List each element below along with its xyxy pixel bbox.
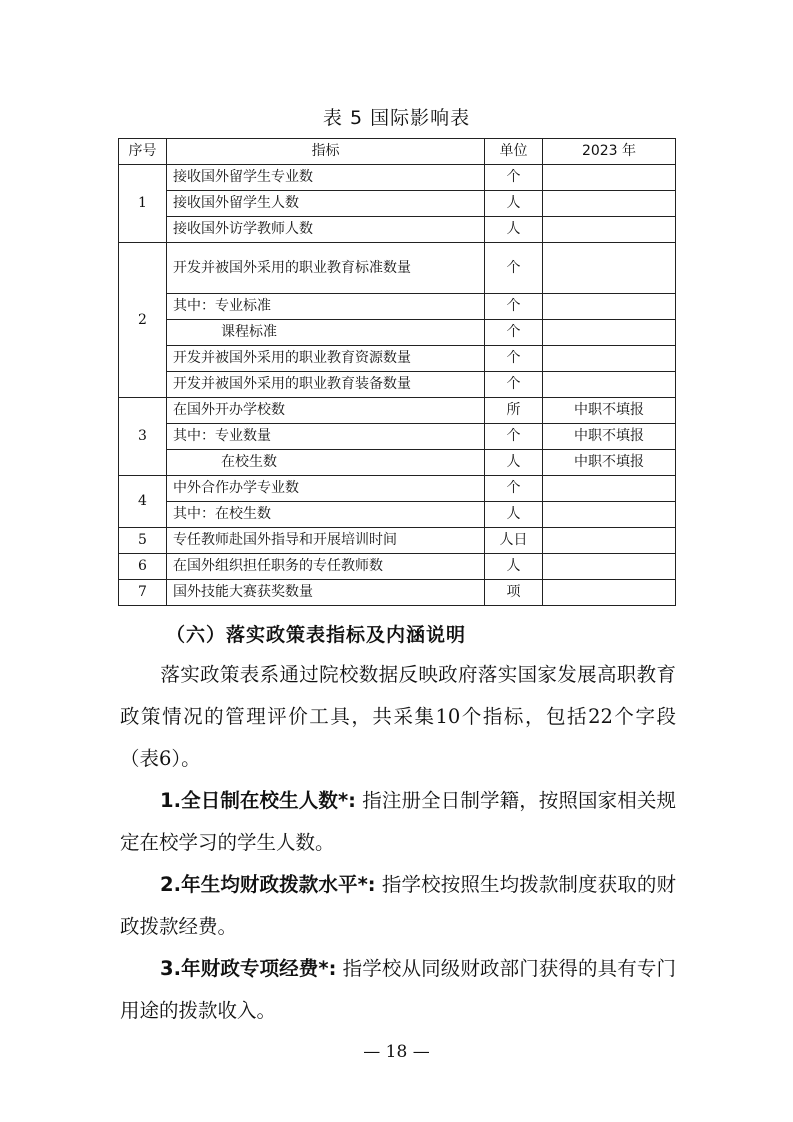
row-number: 1 xyxy=(119,165,167,243)
row-number: 7 xyxy=(119,580,167,606)
indicator-cell: 在国外组织担任职务的专任教师数 xyxy=(167,554,485,580)
table-row xyxy=(119,372,676,398)
value-cell xyxy=(543,294,676,320)
indicator-cell: 接收国外访学教师人数 xyxy=(167,217,485,243)
table-row xyxy=(119,580,676,606)
section-heading: （六）落实政策表指标及内涵说明 xyxy=(166,624,467,646)
definition-term: 2.年生均财政拨款水平*: xyxy=(160,873,376,896)
indicator-cell: 开发并被国外采用的职业教育资源数量 xyxy=(167,346,485,372)
international-influence-table xyxy=(118,138,676,606)
indicator-cell: 接收国外留学生专业数 xyxy=(167,165,485,191)
indicator-cell: 专任教师赴国外指导和开展培训时间 xyxy=(167,528,485,554)
value-cell xyxy=(543,346,676,372)
definition-text: 指学校按照生均拨款制度获取的财政拨款经费。 xyxy=(120,873,676,938)
table-row xyxy=(119,346,676,372)
definition-text: 指学校从同级财政部门获得的具有专门用途的拨款收入。 xyxy=(120,957,676,1022)
definition-text: 指注册全日制学籍，按照国家相关规定在校学习的学生人数。 xyxy=(120,789,676,854)
unit-cell: 个 xyxy=(485,165,543,191)
value-cell xyxy=(543,191,676,217)
definition-term: 3.年财政专项经费*: xyxy=(160,957,337,980)
definition-term: 1.全日制在校生人数*: xyxy=(160,789,356,812)
value-cell: 中职不填报 xyxy=(543,398,676,424)
indicator-cell: 中外合作办学专业数 xyxy=(167,476,485,502)
indicator-cell: 其中：专业数量 xyxy=(167,424,485,450)
table-row xyxy=(119,528,676,554)
table-row xyxy=(119,243,676,294)
unit-cell: 项 xyxy=(485,580,543,606)
table-row xyxy=(119,217,676,243)
definition-paragraph xyxy=(120,864,676,948)
value-cell xyxy=(543,476,676,502)
indicator-cell: 在校生数 xyxy=(167,450,485,476)
value-cell xyxy=(543,580,676,606)
page-number: — 18 — xyxy=(363,1042,430,1062)
definition-paragraph xyxy=(120,948,676,1032)
indicator-cell: 开发并被国外采用的职业教育标准数量 xyxy=(167,243,485,294)
table-row xyxy=(119,424,676,450)
table-row xyxy=(119,320,676,346)
unit-cell: 所 xyxy=(485,398,543,424)
row-number: 3 xyxy=(119,398,167,476)
value-cell xyxy=(543,320,676,346)
unit-cell: 个 xyxy=(485,294,543,320)
row-number: 6 xyxy=(119,554,167,580)
unit-cell: 个 xyxy=(485,243,543,294)
table-row xyxy=(119,476,676,502)
header-indicator: 指标 xyxy=(167,139,485,165)
header-unit: 单位 xyxy=(485,139,543,165)
value-cell xyxy=(543,217,676,243)
value-cell xyxy=(543,165,676,191)
row-number: 4 xyxy=(119,476,167,528)
definition-paragraph xyxy=(120,780,676,864)
indicator-cell: 其中：在校生数 xyxy=(167,502,485,528)
value-cell xyxy=(543,528,676,554)
intro-paragraph xyxy=(120,654,676,780)
value-cell: 中职不填报 xyxy=(543,450,676,476)
table-row xyxy=(119,294,676,320)
indicator-cell: 课程标准 xyxy=(167,320,485,346)
header-year: 2023 年 xyxy=(543,139,676,165)
table-row xyxy=(119,398,676,424)
indicator-cell: 在国外开办学校数 xyxy=(167,398,485,424)
unit-cell: 个 xyxy=(485,476,543,502)
header-no: 序号 xyxy=(119,139,167,165)
table-title: 表 5 国际影响表 xyxy=(322,107,471,129)
unit-cell: 人日 xyxy=(485,528,543,554)
row-number: 2 xyxy=(119,243,167,398)
indicator-cell: 开发并被国外采用的职业教育装备数量 xyxy=(167,372,485,398)
table-row xyxy=(119,554,676,580)
unit-cell: 人 xyxy=(485,191,543,217)
unit-cell: 人 xyxy=(485,217,543,243)
indicator-cell: 其中：专业标准 xyxy=(167,294,485,320)
intro-text: 落实政策表系通过院校数据反映政府落实国家发展高职教育政策情况的管理评价工具，共采集10个指标，包括22个字段（表6）。 xyxy=(120,663,676,770)
value-cell: 中职不填报 xyxy=(543,424,676,450)
unit-cell: 个 xyxy=(485,320,543,346)
value-cell xyxy=(543,502,676,528)
unit-cell: 个 xyxy=(485,424,543,450)
value-cell xyxy=(543,372,676,398)
table-row xyxy=(119,165,676,191)
value-cell xyxy=(543,554,676,580)
unit-cell: 人 xyxy=(485,554,543,580)
row-number: 5 xyxy=(119,528,167,554)
unit-cell: 人 xyxy=(485,502,543,528)
value-cell xyxy=(543,243,676,294)
table-row xyxy=(119,502,676,528)
table-row xyxy=(119,450,676,476)
unit-cell: 个 xyxy=(485,372,543,398)
unit-cell: 人 xyxy=(485,450,543,476)
unit-cell: 个 xyxy=(485,346,543,372)
indicator-cell: 国外技能大赛获奖数量 xyxy=(167,580,485,606)
table-header-row xyxy=(119,139,676,165)
indicator-cell: 接收国外留学生人数 xyxy=(167,191,485,217)
table-row xyxy=(119,191,676,217)
